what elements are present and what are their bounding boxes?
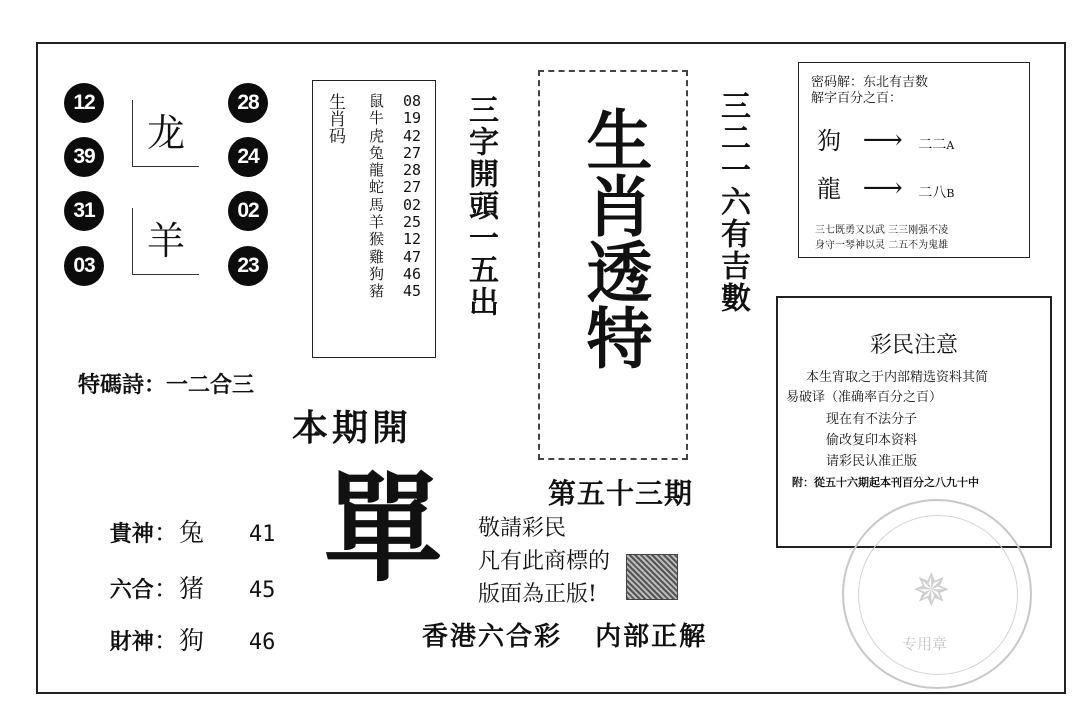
zodiac-animal: 羊 [369,213,385,232]
god-colon: ： [153,574,179,603]
zodiac-animal: 兔 [369,143,385,162]
code-footer1: 三七既勇又以武 三三刚强不凌 [815,225,949,236]
god-row [78,592,275,686]
zodiac-code-box [312,80,436,358]
code-line2: 解字百分之百： [811,91,903,106]
code-sup: A [946,139,955,152]
number-ball: 03 [64,246,104,286]
zodiac-number: 27 [403,143,422,162]
zodiac-number: 12 [403,230,422,249]
notice-line: 请彩民认准正版 [826,454,918,469]
official-seal [842,499,1032,689]
seal-label: 专用章 [902,635,948,653]
zodiac-number: 19 [403,109,422,128]
code-row [817,169,955,204]
zodiac-number: 27 [403,178,422,197]
god-animal: 狗 [178,626,204,655]
zodiac-animal: 蛇 [369,178,385,197]
zodiac-animal: 牛 [369,109,385,128]
title-frame [538,70,688,460]
document-sheet [36,42,1066,694]
zodiac-number: 42 [403,126,422,145]
code-footer2: 身守一琴神以灵 二五不为鬼雄 [815,240,949,251]
number-ball: 28 [228,83,268,123]
star-icon: ✵ [912,563,951,617]
god-number: 41 [248,522,276,547]
respect-note [478,512,610,611]
zodiac-animal: 狗 [369,264,385,283]
number-ball: 31 [64,191,104,231]
zodiac-animal: 馬 [369,195,385,214]
notice-line: 偷改复印本资料 [826,433,918,448]
code-value: 二八 [918,185,947,201]
code-sup: B [946,187,955,200]
footer-sub: 内部正解 [595,622,708,652]
zodiac-number: 45 [403,282,422,301]
number-ball: 12 [64,83,104,123]
vertical-slogan-left: 三字開頭一五出 [463,94,498,318]
notice-footnote: 附：從五十六期起本刊百分之八九十中 [792,476,979,489]
code-box [798,62,1030,258]
code-animal: 龍 [817,175,841,203]
zodiac-number: 28 [403,161,422,180]
code-line1: 密码解：东北有吉数 [811,75,929,90]
zodiac-box-bottom: 羊 [132,208,199,275]
god-number: 46 [248,630,276,655]
this-issue-label: 本期開 [292,407,413,449]
special-code-poem: 特碼詩：一二合三 [78,372,255,398]
zodiac-number: 02 [403,195,422,214]
zodiac-animal: 豬 [369,282,385,301]
zodiac-animal: 雞 [369,247,385,266]
god-colon: ： [153,626,179,655]
zodiac-number: 47 [403,247,422,266]
zodiac-animal: 鼠 [369,92,385,110]
code-animal: 狗 [817,127,841,155]
zodiac-number: 46 [403,264,422,283]
zodiac-number: 08 [403,92,422,110]
number-ball: 02 [228,191,268,231]
god-colon: ： [153,518,179,547]
page-title: 生肖透特 [575,106,653,370]
zodiac-code-heading: 生肖码 [325,93,345,144]
arrow-icon: ⟶ [862,171,903,204]
trademark-icon [626,554,678,600]
code-row [817,121,954,156]
vertical-slogan-right: 三二一六有吉數 [715,90,750,314]
notice-line: 现在有不法分子 [826,412,918,427]
zodiac-animal-column [369,93,389,301]
code-value: 二二 [918,137,947,153]
footer-main: 香港六合彩 [422,622,563,652]
god-label: 財神 [109,629,154,655]
zodiac-animal: 虎 [369,126,385,145]
god-number: 45 [248,578,276,603]
respect-line: 凡有此商標的 [478,549,611,574]
zodiac-number: 25 [403,213,422,232]
footer-title [422,616,707,653]
zodiac-box-top: 龙 [132,100,199,167]
number-ball: 23 [228,246,268,286]
zodiac-animal: 猴 [369,230,385,249]
number-ball: 24 [228,137,268,177]
zodiac-animal: 龍 [369,161,385,180]
arrow-icon: ⟶ [862,123,903,156]
god-animal: 兔 [178,518,204,547]
notice-line: 易破译（准确率百分之百） [786,390,943,405]
god-label: 貴神 [109,521,154,547]
big-character: 單 [324,459,443,598]
issue-number: 第五十三期 [548,477,694,510]
notice-title: 彩民注意 [869,333,958,358]
number-ball: 39 [64,137,104,177]
notice-line: 本生宵取之于内部精选资料其简 [806,370,989,385]
respect-line: 版面為正版! [478,582,597,607]
respect-line: 敬請彩民 [478,516,567,541]
god-animal: 猪 [178,574,204,603]
zodiac-number-column [403,93,433,301]
god-label: 六合 [109,577,154,603]
